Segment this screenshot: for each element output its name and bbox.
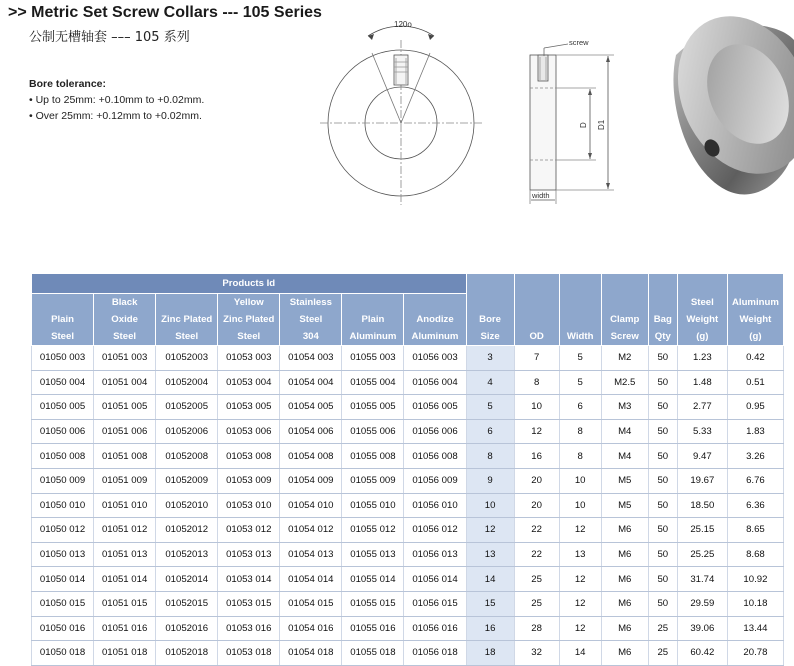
table-cell: 50 (648, 346, 677, 371)
table-cell: 01056 013 (404, 542, 466, 567)
table-cell: 01051 018 (94, 641, 156, 666)
table-row (32, 518, 784, 543)
table-cell: 1.48 (677, 370, 727, 395)
table-row (32, 542, 784, 567)
table-cell: 01054 016 (280, 616, 342, 641)
table-cell: 01050 005 (32, 395, 94, 420)
table-cell: 01052010 (156, 493, 218, 518)
table-cell: 01052012 (156, 518, 218, 543)
table-cell: 14 (466, 567, 514, 592)
table-cell: 01051 016 (94, 616, 156, 641)
table-cell: 6 (466, 419, 514, 444)
spec-table (31, 273, 784, 666)
table-cell: 01055 018 (342, 641, 404, 666)
table-cell: 50 (648, 518, 677, 543)
col-header: Width (559, 274, 601, 346)
table-cell: 19.67 (677, 468, 727, 493)
table-cell: 25 (648, 641, 677, 666)
table-cell: 01056 012 (404, 518, 466, 543)
table-cell: 01054 009 (280, 468, 342, 493)
table-cell: M6 (601, 641, 648, 666)
table-cell: 9.47 (677, 444, 727, 469)
table-cell: 50 (648, 591, 677, 616)
table-row (32, 493, 784, 518)
col-header: Plain Steel (32, 294, 94, 346)
table-cell: 01055 003 (342, 346, 404, 371)
table-cell: 01055 004 (342, 370, 404, 395)
table-row (32, 641, 784, 666)
table-cell: 01050 004 (32, 370, 94, 395)
table-cell: M6 (601, 616, 648, 641)
table-cell: 01056 009 (404, 468, 466, 493)
table-row (32, 419, 784, 444)
table-cell: 01054 006 (280, 419, 342, 444)
table-cell: 01052018 (156, 641, 218, 666)
table-cell: M6 (601, 542, 648, 567)
table-cell: 12 (559, 518, 601, 543)
table-row (32, 444, 784, 469)
table-cell: 10 (514, 395, 559, 420)
table-cell: 01054 004 (280, 370, 342, 395)
table-cell: 5 (559, 370, 601, 395)
technical-drawing (0, 0, 656, 215)
table-cell: 12 (514, 419, 559, 444)
table-cell: 01054 010 (280, 493, 342, 518)
table-cell: 01051 013 (94, 542, 156, 567)
table-cell: 01054 018 (280, 641, 342, 666)
table-cell: 01051 005 (94, 395, 156, 420)
col-header: Steel Weight (g) (677, 274, 727, 346)
table-cell: 25 (514, 567, 559, 592)
spec-table-body (32, 346, 784, 666)
table-cell: 01056 008 (404, 444, 466, 469)
table-cell: 01055 005 (342, 395, 404, 420)
table-cell: 01054 005 (280, 395, 342, 420)
d-label: D (579, 122, 588, 128)
table-cell: 01050 014 (32, 567, 94, 592)
table-cell: 13.44 (727, 616, 783, 641)
table-cell: 01055 006 (342, 419, 404, 444)
table-cell: 01053 008 (218, 444, 280, 469)
table-row (32, 567, 784, 592)
table-cell: 01050 015 (32, 591, 94, 616)
table-cell: M5 (601, 493, 648, 518)
table-cell: 01056 016 (404, 616, 466, 641)
table-cell: M5 (601, 468, 648, 493)
table-cell: 15 (466, 591, 514, 616)
table-cell: 1.23 (677, 346, 727, 371)
table-cell: 01052006 (156, 419, 218, 444)
table-row (32, 395, 784, 420)
title-prefix: >> (8, 4, 27, 21)
table-cell: 01050 013 (32, 542, 94, 567)
table-cell: 01053 003 (218, 346, 280, 371)
table-cell: 10 (466, 493, 514, 518)
table-cell: 01056 015 (404, 591, 466, 616)
table-cell: 01056 010 (404, 493, 466, 518)
table-cell: 25.15 (677, 518, 727, 543)
width-label: width (532, 191, 550, 200)
col-header: Bag Qty (648, 274, 677, 346)
table-row (32, 468, 784, 493)
table-cell: 01052005 (156, 395, 218, 420)
table-cell: 01052008 (156, 444, 218, 469)
table-cell: 50 (648, 468, 677, 493)
table-cell: 01050 009 (32, 468, 94, 493)
table-cell: 01053 004 (218, 370, 280, 395)
table-cell: 01052004 (156, 370, 218, 395)
table-cell: 16 (514, 444, 559, 469)
table-cell: 01051 003 (94, 346, 156, 371)
table-cell: 01050 010 (32, 493, 94, 518)
bore-tolerance-heading: Bore tolerance: (29, 78, 107, 90)
table-cell: 10 (559, 468, 601, 493)
table-cell: 20 (514, 468, 559, 493)
table-cell: M2.5 (601, 370, 648, 395)
table-cell: 01053 009 (218, 468, 280, 493)
title-text: Metric Set Screw Collars --- 105 Series (31, 4, 322, 21)
table-cell: 01056 006 (404, 419, 466, 444)
table-cell: 0.51 (727, 370, 783, 395)
table-cell: M2 (601, 346, 648, 371)
table-cell: 01054 013 (280, 542, 342, 567)
table-cell: 3.26 (727, 444, 783, 469)
table-cell: 39.06 (677, 616, 727, 641)
table-cell: M4 (601, 419, 648, 444)
table-cell: 8.68 (727, 542, 783, 567)
table-cell: 01055 008 (342, 444, 404, 469)
table-cell: 10 (559, 493, 601, 518)
table-row (32, 346, 784, 371)
table-cell: 01055 010 (342, 493, 404, 518)
table-cell: 2.77 (677, 395, 727, 420)
table-cell: 01053 006 (218, 419, 280, 444)
col-header: OD (514, 274, 559, 346)
table-cell: 01055 009 (342, 468, 404, 493)
table-cell: 4 (466, 370, 514, 395)
table-cell: 01056 018 (404, 641, 466, 666)
table-row (32, 591, 784, 616)
table-cell: 12 (466, 518, 514, 543)
table-cell: 01050 018 (32, 641, 94, 666)
table-cell: 9 (466, 468, 514, 493)
table-cell: 8 (514, 370, 559, 395)
table-cell: 01054 012 (280, 518, 342, 543)
screw-label: screw (569, 38, 589, 47)
table-cell: 18 (466, 641, 514, 666)
table-cell: 8 (466, 444, 514, 469)
table-cell: 50 (648, 370, 677, 395)
table-cell: 01054 015 (280, 591, 342, 616)
table-cell: 01056 005 (404, 395, 466, 420)
collar-photo (656, 0, 794, 205)
table-cell: 0.95 (727, 395, 783, 420)
table-cell: 12 (559, 591, 601, 616)
table-cell: 8.65 (727, 518, 783, 543)
table-cell: 01055 016 (342, 616, 404, 641)
table-cell: 01056 004 (404, 370, 466, 395)
table-row (32, 616, 784, 641)
table-cell: 22 (514, 518, 559, 543)
table-cell: 5 (559, 346, 601, 371)
table-cell: 1.83 (727, 419, 783, 444)
table-cell: 01053 005 (218, 395, 280, 420)
table-cell: 20.78 (727, 641, 783, 666)
table-cell: 6.76 (727, 468, 783, 493)
table-cell: 01053 018 (218, 641, 280, 666)
table-cell: 6 (559, 395, 601, 420)
table-cell: 18.50 (677, 493, 727, 518)
table-cell: 14 (559, 641, 601, 666)
table-cell: 01053 013 (218, 542, 280, 567)
table-cell: 01053 010 (218, 493, 280, 518)
table-cell: 50 (648, 567, 677, 592)
table-cell: 13 (559, 542, 601, 567)
table-cell: 50 (648, 493, 677, 518)
col-header: Yellow Zinc Plated Steel (218, 294, 280, 346)
page-subtitle: 公制无槽轴套 ––– 105 系列 (29, 30, 190, 45)
table-cell: 01050 008 (32, 444, 94, 469)
table-cell: 50 (648, 395, 677, 420)
table-cell: 20 (514, 493, 559, 518)
table-cell: 01055 012 (342, 518, 404, 543)
table-cell: 25 (648, 616, 677, 641)
table-cell: 01053 015 (218, 591, 280, 616)
table-cell: 12 (559, 567, 601, 592)
table-cell: 25.25 (677, 542, 727, 567)
table-cell: 28 (514, 616, 559, 641)
col-header: Stainless Steel 304 (280, 294, 342, 346)
table-cell: 29.59 (677, 591, 727, 616)
table-cell: 01051 006 (94, 419, 156, 444)
table-cell: 01051 008 (94, 444, 156, 469)
table-cell: 01052014 (156, 567, 218, 592)
products-id-header: Products Id (32, 274, 467, 294)
table-cell: 60.42 (677, 641, 727, 666)
table-cell: 8 (559, 444, 601, 469)
bore-tolerance-line: • Over 25mm: +0.12mm to +0.02mm. (29, 110, 202, 122)
table-cell: 01053 014 (218, 567, 280, 592)
table-cell: 10.18 (727, 591, 783, 616)
table-cell: 01054 014 (280, 567, 342, 592)
table-cell: 6.36 (727, 493, 783, 518)
table-cell: 5.33 (677, 419, 727, 444)
table-cell: 01050 006 (32, 419, 94, 444)
table-cell: 3 (466, 346, 514, 371)
table-cell: 01055 013 (342, 542, 404, 567)
table-cell: 01051 009 (94, 468, 156, 493)
col-header: Aluminum Weight (g) (727, 274, 783, 346)
table-cell: 01052016 (156, 616, 218, 641)
table-cell: 31.74 (677, 567, 727, 592)
table-cell: 01051 015 (94, 591, 156, 616)
table-cell: 01050 016 (32, 616, 94, 641)
table-cell: M6 (601, 518, 648, 543)
table-cell: 01052015 (156, 591, 218, 616)
d1-label: D1 (597, 119, 606, 130)
table-cell: M4 (601, 444, 648, 469)
table-cell: 01056 014 (404, 567, 466, 592)
table-cell: 01051 010 (94, 493, 156, 518)
table-cell: 8 (559, 419, 601, 444)
table-cell: 01051 004 (94, 370, 156, 395)
col-header: Black Oxide Steel (94, 294, 156, 346)
col-header: Clamp Screw (601, 274, 648, 346)
col-header: Bore Size (466, 274, 514, 346)
table-cell: 01055 015 (342, 591, 404, 616)
table-cell: 13 (466, 542, 514, 567)
table-cell: 01053 016 (218, 616, 280, 641)
front-view (320, 26, 482, 205)
table-cell: 01052003 (156, 346, 218, 371)
table-cell: 01052009 (156, 468, 218, 493)
table-cell: M3 (601, 395, 648, 420)
table-cell: 01050 003 (32, 346, 94, 371)
table-cell: 01051 014 (94, 567, 156, 592)
table-cell: 01054 008 (280, 444, 342, 469)
table-cell: 16 (466, 616, 514, 641)
table-cell: 10.92 (727, 567, 783, 592)
angle-label: 120o (394, 20, 412, 29)
table-cell: 01053 012 (218, 518, 280, 543)
col-header: Anodize Aluminum (404, 294, 466, 346)
table-cell: 01055 014 (342, 567, 404, 592)
table-cell: 01050 012 (32, 518, 94, 543)
table-cell: 7 (514, 346, 559, 371)
table-cell: 50 (648, 542, 677, 567)
table-cell: 5 (466, 395, 514, 420)
table-cell: 32 (514, 641, 559, 666)
table-cell: 25 (514, 591, 559, 616)
col-header: Zinc Plated Steel (156, 294, 218, 346)
table-cell: 01051 012 (94, 518, 156, 543)
table-cell: M6 (601, 567, 648, 592)
table-cell: 22 (514, 542, 559, 567)
table-cell: 12 (559, 616, 601, 641)
table-cell: 0.42 (727, 346, 783, 371)
table-cell: 01052013 (156, 542, 218, 567)
table-cell: M6 (601, 591, 648, 616)
table-row (32, 370, 784, 395)
col-header: Plain Aluminum (342, 294, 404, 346)
table-cell: 01054 003 (280, 346, 342, 371)
table-cell: 01056 003 (404, 346, 466, 371)
bore-tolerance-line: • Up to 25mm: +0.10mm to +0.02mm. (29, 94, 205, 106)
table-cell: 50 (648, 444, 677, 469)
table-cell: 50 (648, 419, 677, 444)
